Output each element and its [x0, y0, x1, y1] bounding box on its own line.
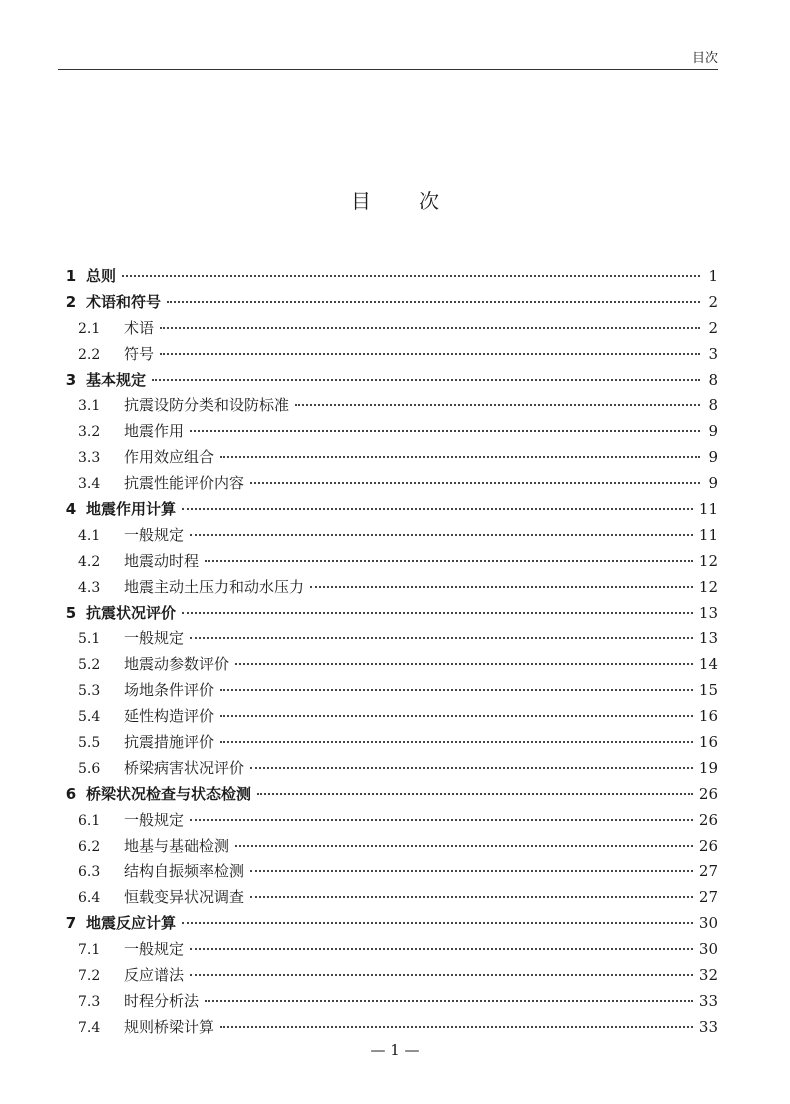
toc-leader-dots	[152, 378, 700, 381]
toc-leader-dots	[220, 688, 693, 691]
toc-leader-dots	[190, 973, 693, 976]
toc-entry-label: 反应谱法	[124, 966, 185, 985]
toc-section-entry[interactable]	[58, 704, 718, 730]
toc-entry-label: 结构自振频率检测	[124, 862, 245, 881]
toc-section-entry[interactable]	[58, 756, 718, 782]
toc-section-entry[interactable]	[58, 393, 718, 419]
toc-section-entry[interactable]	[58, 626, 718, 652]
toc-page-number: 12	[698, 577, 718, 596]
header-rule	[58, 69, 718, 70]
toc-entry-label: 总则	[86, 267, 117, 285]
toc-leader-dots	[257, 792, 693, 795]
title-char-2: 次	[419, 189, 439, 213]
toc-entry-number: 6.2	[78, 838, 101, 855]
toc-section-entry[interactable]	[58, 549, 718, 575]
toc-chapter-entry[interactable]	[58, 601, 718, 627]
toc-leader-dots	[250, 481, 700, 484]
toc-page-number: 30	[698, 940, 718, 959]
toc-page-number: 9	[708, 448, 718, 467]
toc-leader-dots	[205, 559, 693, 562]
toc-page-number: 2	[708, 292, 718, 311]
toc-page-number: 8	[708, 396, 718, 415]
toc-page-number: 26	[698, 836, 718, 855]
toc-leader-dots	[250, 869, 693, 872]
toc-leader-dots	[220, 455, 700, 458]
toc-entry-label: 一般规定	[124, 525, 185, 544]
toc-chapter-entry[interactable]	[58, 368, 718, 394]
toc-entry-label: 桥梁状况检查与状态检测	[86, 784, 252, 803]
toc-leader-dots	[190, 429, 700, 432]
toc-page-number: 30	[698, 914, 718, 933]
toc-entry-label: 地震作用	[124, 422, 185, 441]
toc-entry-label: 一般规定	[124, 940, 185, 959]
toc-entry-label: 延性构造评价	[124, 707, 215, 726]
toc-page-number: 13	[698, 629, 718, 648]
toc-page-number: 13	[698, 603, 718, 622]
toc-entry-label: 地震作用计算	[86, 500, 177, 519]
toc-section-entry[interactable]	[58, 316, 718, 342]
toc-entry-number: 5.5	[78, 735, 101, 752]
toc-leader-dots	[250, 895, 693, 898]
toc-entry-label: 基本规定	[86, 370, 147, 389]
toc-entry-label: 时程分析法	[124, 991, 200, 1010]
toc-entry-number: 5.3	[78, 683, 101, 700]
toc-entry-label: 恒载变异状况调查	[124, 888, 245, 907]
toc-entry-label: 地震动参数评价	[124, 655, 230, 674]
toc-entry-number: 7.2	[78, 968, 101, 985]
toc-entry-label: 抗震设防分类和设防标准	[124, 396, 290, 415]
toc-entry-number: 1	[65, 267, 77, 285]
toc-entry-number: 7.3	[78, 993, 101, 1010]
toc-section-entry[interactable]	[58, 471, 718, 497]
toc-entry-number: 2	[65, 292, 77, 311]
toc-entry-number: 5.1	[78, 631, 101, 648]
toc-entry-number: 6.4	[78, 890, 101, 907]
toc-section-entry[interactable]	[58, 678, 718, 704]
toc-section-entry[interactable]	[58, 885, 718, 911]
toc-page-number: 16	[698, 733, 718, 752]
toc-entry-label: 术语和符号	[86, 292, 162, 311]
toc-entry-label: 抗震措施评价	[124, 733, 215, 752]
toc-page-number: 15	[698, 681, 718, 700]
toc-entry-label: 桥梁病害状况评价	[124, 758, 245, 777]
toc-page-number: 12	[698, 551, 718, 570]
toc-entry-number: 3.1	[78, 398, 101, 415]
toc-page-number: 19	[698, 758, 718, 777]
toc-entry-number: 5.4	[78, 709, 101, 726]
toc-entry-label: 地震动时程	[124, 551, 200, 570]
toc-section-entry[interactable]	[58, 575, 718, 601]
toc-leader-dots	[220, 1025, 693, 1028]
toc-page-number: 11	[698, 525, 718, 544]
toc-page-number: 33	[698, 991, 718, 1010]
toc-leader-dots	[295, 403, 700, 406]
toc-entry-number: 3	[65, 370, 77, 389]
toc-leader-dots	[190, 947, 693, 950]
toc-section-entry[interactable]	[58, 989, 718, 1015]
running-head: 目次	[691, 51, 718, 66]
toc-section-entry[interactable]	[58, 419, 718, 445]
toc-entry-label: 术语	[124, 318, 155, 337]
toc-entry-label: 一般规定	[124, 810, 185, 829]
toc-page-number: 16	[698, 707, 718, 726]
toc-chapter-entry[interactable]	[58, 290, 718, 316]
toc-leader-dots	[310, 585, 693, 588]
toc-leader-dots	[182, 611, 693, 614]
toc-entry-label: 作用效应组合	[124, 448, 215, 467]
toc-section-entry[interactable]	[58, 445, 718, 471]
toc-entry-number: 4.2	[78, 553, 101, 570]
toc-section-entry[interactable]	[58, 937, 718, 963]
toc-entry-label: 场地条件评价	[124, 681, 215, 700]
toc-leader-dots	[220, 740, 693, 743]
page-title	[0, 185, 790, 214]
toc-page-number: 33	[698, 1017, 718, 1036]
toc-leader-dots	[190, 533, 693, 536]
toc-entry-label: 符号	[124, 344, 155, 363]
toc-entry-number: 7	[65, 914, 77, 933]
toc-page-number: 14	[698, 655, 718, 674]
toc-entry-label: 地震主动土压力和动水压力	[124, 577, 305, 596]
toc-leader-dots	[220, 714, 693, 717]
toc-entry-label: 一般规定	[124, 629, 185, 648]
toc-section-entry[interactable]	[58, 859, 718, 885]
toc-entry-label: 抗震状况评价	[86, 603, 177, 622]
toc-section-entry[interactable]	[58, 652, 718, 678]
toc-leader-dots	[250, 766, 693, 769]
toc-chapter-entry[interactable]	[58, 911, 718, 937]
page-number-footer: — 1 —	[370, 1041, 420, 1059]
toc-page-number: 8	[708, 370, 718, 389]
toc-entry-number: 5.6	[78, 760, 101, 777]
table-of-contents	[58, 264, 718, 1041]
toc-leader-dots	[235, 662, 693, 665]
toc-section-entry[interactable]	[58, 342, 718, 368]
toc-entry-number: 4.1	[78, 527, 101, 544]
toc-page-number: 9	[708, 422, 718, 441]
toc-section-entry[interactable]	[58, 730, 718, 756]
toc-leader-dots	[160, 326, 700, 329]
toc-entry-number: 3.3	[78, 450, 101, 467]
toc-entry-label: 地震反应计算	[86, 914, 177, 933]
toc-leader-dots	[190, 818, 693, 821]
toc-page-number: 3	[708, 344, 718, 363]
toc-entry-number: 7.4	[78, 1019, 101, 1036]
toc-leader-dots	[122, 274, 700, 277]
toc-chapter-entry[interactable]	[58, 497, 718, 523]
toc-section-entry[interactable]	[58, 523, 718, 549]
toc-page-number: 11	[698, 500, 718, 519]
toc-entry-number: 5	[65, 603, 77, 622]
toc-section-entry[interactable]	[58, 1015, 718, 1041]
toc-page-number: 27	[698, 888, 718, 907]
toc-chapter-entry[interactable]	[58, 264, 718, 290]
toc-page-number: 2	[708, 318, 718, 337]
toc-leader-dots	[160, 352, 700, 355]
toc-entry-number: 6	[65, 784, 77, 803]
toc-leader-dots	[182, 507, 693, 510]
title-char-1: 目	[351, 189, 371, 213]
toc-entry-label: 抗震性能评价内容	[124, 474, 245, 493]
toc-entry-number: 2.1	[78, 320, 101, 337]
toc-leader-dots	[205, 999, 693, 1002]
toc-section-entry[interactable]	[58, 808, 718, 834]
toc-leader-dots	[167, 300, 700, 303]
toc-leader-dots	[182, 921, 693, 924]
toc-section-entry[interactable]	[58, 963, 718, 989]
toc-entry-number: 4	[65, 500, 77, 519]
toc-entry-number: 6.3	[78, 864, 101, 881]
toc-page-number: 27	[698, 862, 718, 881]
toc-section-entry[interactable]	[58, 834, 718, 860]
toc-entry-number: 6.1	[78, 812, 101, 829]
toc-page-number: 32	[698, 966, 718, 985]
toc-chapter-entry[interactable]	[58, 782, 718, 808]
toc-entry-number: 3.2	[78, 424, 101, 441]
toc-page-number: 9	[708, 474, 718, 493]
toc-entry-number: 3.4	[78, 476, 101, 493]
toc-leader-dots	[235, 844, 693, 847]
toc-entry-number: 4.3	[78, 579, 101, 596]
toc-page-number: 1	[708, 267, 718, 285]
toc-entry-number: 7.1	[78, 942, 101, 959]
toc-page-number: 26	[698, 810, 718, 829]
toc-entry-label: 规则桥梁计算	[124, 1017, 215, 1036]
toc-page-number: 26	[698, 784, 718, 803]
toc-entry-label: 地基与基础检测	[124, 836, 230, 855]
toc-leader-dots	[190, 636, 693, 639]
toc-entry-number: 2.2	[78, 346, 101, 363]
toc-entry-number: 5.2	[78, 657, 101, 674]
